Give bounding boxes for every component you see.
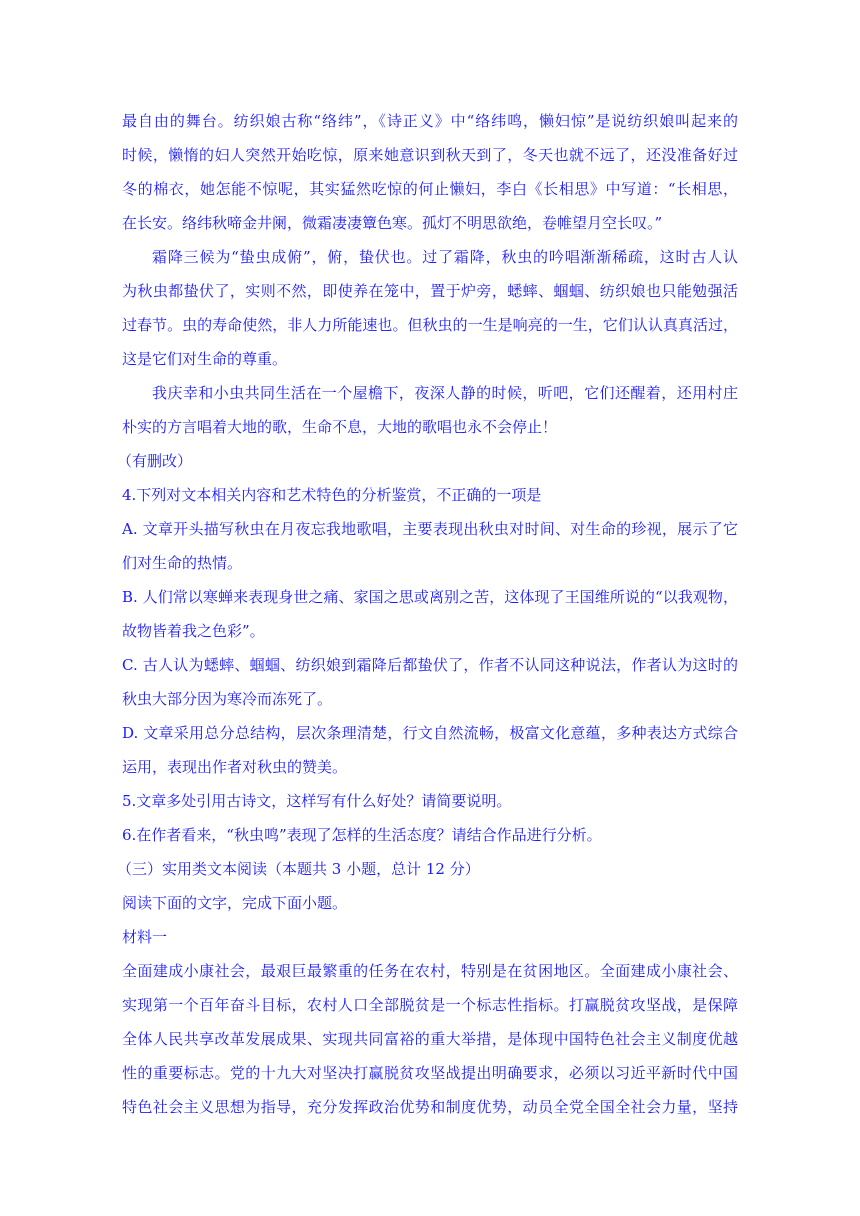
text-line: 最自由的舞台。纺织娘古称“络纬”，《诗正义》中“络纬鸣，懒妇惊”是说纺织娘叫起来的: [122, 112, 738, 130]
section-instruction: 阅读下面的文字，完成下面小题。: [122, 894, 348, 912]
text-line: 性的重要标志。党的十九大对坚决打赢脱贫攻坚战提出明确要求，必须以习近平新时代中国: [122, 1064, 738, 1082]
option-a-line: 们对生命的热情。: [122, 554, 243, 572]
option-b-line: B. 人们常以寒蝉来表现身世之痛、家国之思或离别之苦，这体现了王国维所说的“以我观物，: [122, 588, 738, 606]
material-label: 材料一: [122, 928, 168, 946]
text-line: 为秋虫都蛰伏了，实则不然，即使养在笼中，置于炉旁，蟋蟀、蝈蝈、纺织娘也只能勉强活: [122, 282, 738, 300]
text-line: 实现第一个百年奋斗目标，农村人口全部脱贫是一个标志性指标。打赢脱贫攻坚战，是保障: [122, 996, 738, 1014]
text-line: 这是它们对生命的尊重。: [122, 350, 288, 368]
option-b-line: 故物皆着我之色彩”。: [122, 622, 265, 640]
text-line: 全体人民共享改革发展成果、实现共同富裕的重大举措，是体现中国特色社会主义制度优越: [122, 1030, 738, 1048]
text-line: 在长安。络纬秋啼金井阑，微霜凄凄簟色寒。孤灯不明思欲绝，卷帷望月空长叹。”: [122, 214, 663, 232]
text-line: 朴实的方言唱着大地的歌，生命不息，大地的歌唱也永不会停止！: [122, 418, 558, 436]
option-c-line: C. 古人认为蟋蟀、蝈蝈、纺织娘到霜降后都蛰伏了，作者不认同这种说法，作者认为这时的: [122, 656, 738, 674]
question-6: 6.在作者看来，“秋虫鸣”表现了怎样的生活态度？请结合作品进行分析。: [122, 826, 602, 844]
text-line: 霜降三候为“蛰虫成俯”，俯，蛰伏也。过了霜降，秋虫的吟唱渐渐稀疏，这时古人认: [152, 248, 738, 266]
option-c-line: 秋虫大部分因为寒冷而冻死了。: [122, 690, 333, 708]
question-4-stem: 4.下列对文本相关内容和艺术特色的分析鉴赏，不正确的一项是: [122, 486, 542, 504]
text-line: 过春节。虫的寿命使然，非人力所能速也。但秋虫的一生是响亮的一生，它们认认真真活过，: [122, 316, 738, 334]
option-d-line: D. 文章采用总分总结构，层次条理清楚，行文自然流畅，极富文化意蕴，多种表达方式综合: [122, 724, 738, 742]
text-line: 特色社会主义思想为指导，充分发挥政治优势和制度优势，动员全党全国全社会力量，坚持: [122, 1098, 738, 1116]
text-line: 全面建成小康社会，最艰巨最繁重的任务在农村，特别是在贫困地区。全面建成小康社会、: [122, 962, 738, 980]
option-a-line: A. 文章开头描写秋虫在月夜忘我地歌唱，主要表现出秋虫对时间、对生命的珍视，展示了它: [122, 520, 738, 538]
section-heading: （三）实用类文本阅读（本题共 3 小题，总计 12 分）: [117, 860, 480, 878]
text-line: 时候，懒惰的妇人突然开始吃惊，原来她意识到秋天到了，冬天也就不远了，还没准备好过: [122, 146, 738, 164]
option-d-line: 运用，表现出作者对秋虫的赞美。: [122, 758, 348, 776]
question-5: 5.文章多处引用古诗文，这样写有什么好处？请简要说明。: [122, 792, 512, 810]
source-note: （有删改）: [117, 452, 193, 470]
text-line: 冬的棉衣，她怎能不惊呢，其实猛然吃惊的何止懒妇，李白《长相思》中写道：“长相思，: [122, 180, 738, 198]
text-line: 我庆幸和小虫共同生活在一个屋檐下，夜深人静的时候，听吧，它们还醒着，还用村庄: [152, 384, 738, 402]
